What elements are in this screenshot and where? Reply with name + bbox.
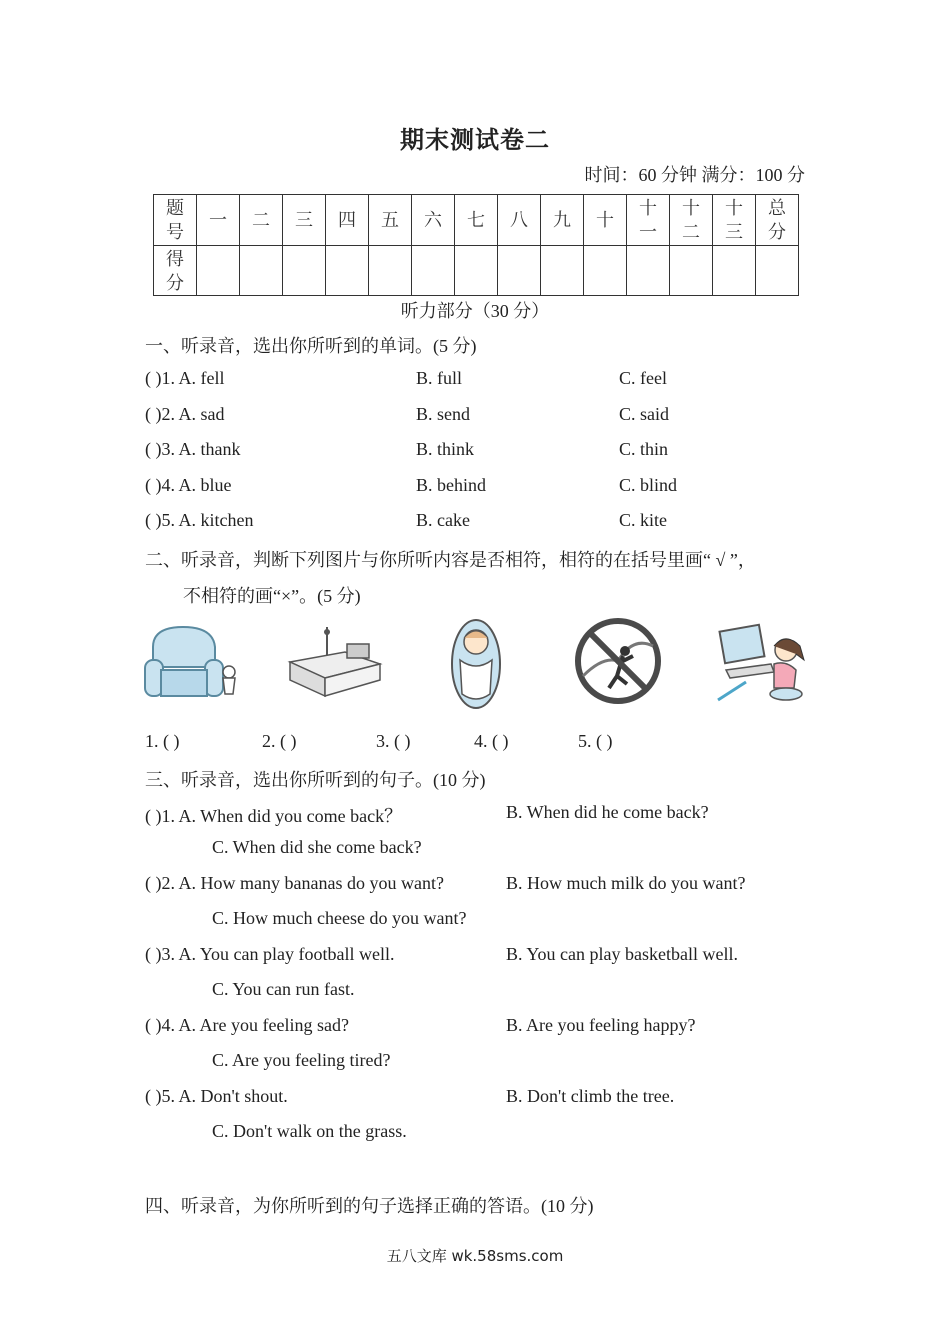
score-cell[interactable] xyxy=(455,246,498,296)
score-cell[interactable] xyxy=(670,246,713,296)
score-cell[interactable] xyxy=(412,246,455,296)
header-cell: 一 xyxy=(197,195,240,246)
section1-heading: 一、听录音，选出你所听到的单词。(5 分) xyxy=(145,336,477,356)
boy-sleeping-bag-icon xyxy=(446,614,506,710)
score-label-cell: 得 分 xyxy=(154,246,197,296)
kitchen-counter-icon xyxy=(285,622,385,702)
score-table xyxy=(153,194,799,296)
s3-q3-b: B. You can play basketball well. xyxy=(506,944,738,964)
score-cell[interactable] xyxy=(756,246,799,296)
score-cell[interactable] xyxy=(369,246,412,296)
girl-computer-icon xyxy=(716,620,812,706)
s1-q1-c: C. feel xyxy=(619,368,667,388)
header-cell: 八 xyxy=(498,195,541,246)
header-cell: 九 xyxy=(541,195,584,246)
s2-answer-4[interactable]: 4. ( ) xyxy=(474,731,509,751)
s3-q1-b: B. When did he come back? xyxy=(506,802,709,822)
s3-q5-a: ( )5. A. Don't shout. xyxy=(145,1086,288,1106)
listening-heading: 听力部分（30 分） xyxy=(400,301,550,321)
s2-answer-5[interactable]: 5. ( ) xyxy=(578,731,613,751)
s1-q4-b: B. behind xyxy=(416,475,486,495)
score-cell[interactable] xyxy=(627,246,670,296)
s1-q2-c: C. said xyxy=(619,404,670,424)
s1-q3-c: C. thin xyxy=(619,439,669,459)
s3-q3-c: C. You can run fast. xyxy=(212,979,355,999)
s1-q1-b: B. full xyxy=(416,368,463,388)
s2-answer-3[interactable]: 3. ( ) xyxy=(376,731,411,751)
score-cell[interactable] xyxy=(584,246,627,296)
footer-watermark: 五八文库 wk.58sms.com xyxy=(386,1247,564,1265)
s1-q3-a: ( )3. A. thank xyxy=(145,439,241,459)
section4-heading: 四、听录音，为你所听到的句子选择正确的答语。(10 分) xyxy=(145,1196,594,1216)
s1-q2-b: B. send xyxy=(416,404,470,424)
score-cell[interactable] xyxy=(240,246,283,296)
header-cell: 五 xyxy=(369,195,412,246)
s2-answer-1[interactable]: 1. ( ) xyxy=(145,731,180,751)
s3-q5-b: B. Don't climb the tree. xyxy=(506,1086,675,1106)
s3-q2-a: ( )2. A. How many bananas do you want? xyxy=(145,873,444,893)
s3-q2-c: C. How much cheese do you want? xyxy=(212,908,467,928)
s3-q1-c: C. When did she come back? xyxy=(212,837,422,857)
s3-q4-a: ( )4. A. Are you feeling sad? xyxy=(145,1015,349,1035)
header-cell: 总 分 xyxy=(756,195,799,246)
s1-q4-a: ( )4. A. blue xyxy=(145,475,232,495)
s1-q5-b: B. cake xyxy=(416,510,470,530)
section2-heading-line2: 不相符的画“×”。(5 分) xyxy=(183,586,361,606)
s1-q3-b: B. think xyxy=(416,439,475,459)
s1-q1-a: ( )1. A. fell xyxy=(145,368,225,388)
score-cell[interactable] xyxy=(326,246,369,296)
header-cell: 十 三 xyxy=(713,195,756,246)
header-cell: 十 一 xyxy=(627,195,670,246)
s1-q2-a: ( )2. A. sad xyxy=(145,404,225,424)
header-cell: 四 xyxy=(326,195,369,246)
score-cell[interactable] xyxy=(541,246,584,296)
s3-q5-c: C. Don't walk on the grass. xyxy=(212,1121,407,1141)
header-cell: 二 xyxy=(240,195,283,246)
score-cell[interactable] xyxy=(197,246,240,296)
s1-q5-c: C. kite xyxy=(619,510,667,530)
armchair-cat-icon xyxy=(143,622,238,702)
s3-q3-a: ( )3. A. You can play football well. xyxy=(145,944,395,964)
header-cell: 十 xyxy=(584,195,627,246)
score-cell[interactable] xyxy=(283,246,326,296)
s3-q2-b: B. How much milk do you want? xyxy=(506,873,746,893)
header-cell: 三 xyxy=(283,195,326,246)
header-cell: 六 xyxy=(412,195,455,246)
section2-heading-line1: 二、听录音，判断下列图片与你所听内容是否相符，相符的在括号里画“ √ ”， xyxy=(145,550,756,570)
no-climbing-sign-icon xyxy=(573,616,663,706)
section3-heading: 三、听录音，选出你所听到的句子。(10 分) xyxy=(145,770,486,790)
s1-q5-a: ( )5. A. kitchen xyxy=(145,510,254,530)
page-title: 期末测试卷二 xyxy=(400,128,550,154)
s3-q1-a: ( )1. A. When did you come back？ xyxy=(145,806,403,826)
header-cell: 十 二 xyxy=(670,195,713,246)
s1-q4-c: C. blind xyxy=(619,475,678,495)
exam-meta: 时间：60 分钟 满分：100 分 xyxy=(584,165,805,185)
header-cell: 题 号 xyxy=(154,195,197,246)
s3-q4-c: C. Are you feeling tired? xyxy=(212,1050,391,1070)
score-cell[interactable] xyxy=(713,246,756,296)
score-table-score-row xyxy=(154,246,799,296)
s2-answer-2[interactable]: 2. ( ) xyxy=(262,731,297,751)
score-cell[interactable] xyxy=(498,246,541,296)
header-cell: 七 xyxy=(455,195,498,246)
score-table-header-row xyxy=(154,195,799,246)
s3-q4-b: B. Are you feeling happy? xyxy=(506,1015,696,1035)
